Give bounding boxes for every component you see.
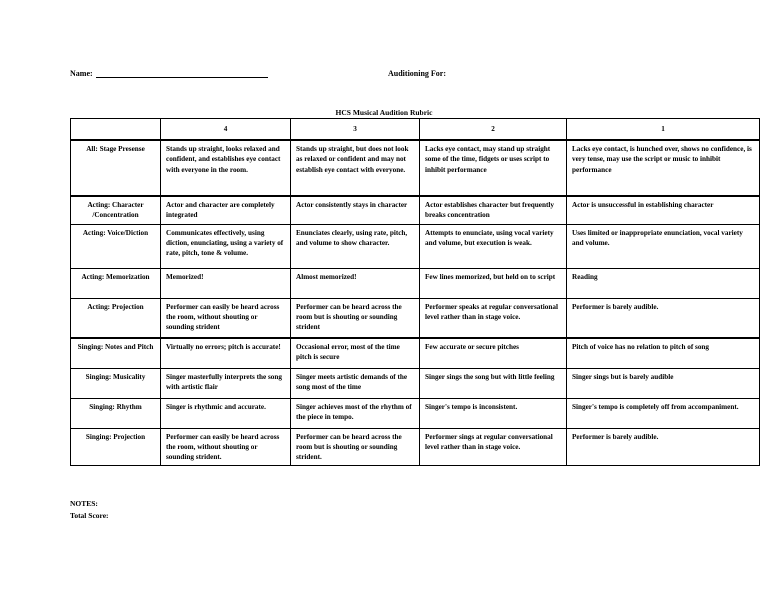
- criterion-cell: Singing: Musicality: [71, 368, 161, 398]
- criterion-cell: All: Stage Presense: [71, 140, 161, 196]
- table-row: [71, 428, 760, 465]
- rubric-cell: Actor consistently stays in character: [291, 196, 420, 224]
- form-header: [70, 69, 710, 83]
- rubric-cell: Singer sings the song but with little feeling: [420, 368, 567, 398]
- rubric-cell: Performer is barely audible.: [567, 298, 760, 338]
- rubric-cell: Performer can be heard across the room but is shouting or sounding strident.: [291, 428, 420, 465]
- rubric-cell: Almost memorized!: [291, 268, 420, 298]
- rubric-cell: Enunciates clearly, using rate, pitch, and volume to show character.: [291, 224, 420, 268]
- rubric-cell: Actor and character are completely integrated: [161, 196, 291, 224]
- notes-section: [70, 498, 109, 521]
- rubric-cell: Memorized!: [161, 268, 291, 298]
- rubric-cell: Lacks eye contact, is hunched over, shows no confidence, is very tense, may use the script or music to inhibit performance: [567, 140, 760, 196]
- auditioning-for-label: Auditioning For:: [388, 69, 447, 78]
- criterion-cell: Acting: Character /Concentration: [71, 196, 161, 224]
- name-label: Name:: [70, 69, 93, 78]
- table-row: [71, 268, 760, 298]
- column-header: 4: [161, 119, 291, 141]
- column-header: 2: [420, 119, 567, 141]
- rubric-title: HCS Musical Audition Rubric: [335, 108, 433, 117]
- rubric-cell: Singer meets artistic demands of the song most of the time: [291, 368, 420, 398]
- criterion-cell: Acting: Memorization: [71, 268, 161, 298]
- rubric-cell: Few accurate or secure pitches: [420, 338, 567, 368]
- rubric-cell: Lacks eye contact, may stand up straight some of the time, fidgets or uses script to inhibit performance: [420, 140, 567, 196]
- criterion-cell: Singing: Projection: [71, 428, 161, 465]
- rubric-cell: Reading: [567, 268, 760, 298]
- criterion-cell: Singing: Notes and Pitch: [71, 338, 161, 368]
- column-header: 1: [567, 119, 760, 141]
- rubric-cell: Attempts to enunciate, using vocal variety and volume, but execution is weak.: [420, 224, 567, 268]
- rubric-cell: Singer is rhythmic and accurate.: [161, 398, 291, 428]
- rubric-cell: Occasional error, most of the time pitch is secure: [291, 338, 420, 368]
- rubric-cell: Stands up straight, but does not look as relaxed or confident and may not establish eye contact with everyone.: [291, 140, 420, 196]
- rubric-cell: Virtually no errors; pitch is accurate!: [161, 338, 291, 368]
- rubric-cell: Performer speaks at regular conversational level rather than in stage voice.: [420, 298, 567, 338]
- table-row: [71, 338, 760, 368]
- name-field: [70, 69, 268, 78]
- rubric-cell: Few lines memorized, but held on to script: [420, 268, 567, 298]
- table-row: [71, 298, 760, 338]
- criterion-cell: Acting: Projection: [71, 298, 161, 338]
- column-header: 3: [291, 119, 420, 141]
- rubric-cell: Pitch of voice has no relation to pitch of song: [567, 338, 760, 368]
- rubric-cell: Performer can be heard across the room but is shouting or sounding strident: [291, 298, 420, 338]
- criterion-cell: Singing: Rhythm: [71, 398, 161, 428]
- table-row: [71, 140, 760, 196]
- table-row: [71, 196, 760, 224]
- rubric-cell: Singer masterfully interprets the song with artistic flair: [161, 368, 291, 398]
- rubric-cell: Singer's tempo is completely off from accompaniment.: [567, 398, 760, 428]
- rubric-cell: Performer can easily be heard across the room, without shouting or sounding strident: [161, 298, 291, 338]
- rubric-cell: Performer can easily be heard across the room, without shouting or sounding strident.: [161, 428, 291, 465]
- total-score-label: Total Score:: [70, 510, 109, 520]
- rubric-cell: Performer is barely audible.: [567, 428, 760, 465]
- rubric-cell: Performer sings at regular conversational level rather than in stage voice.: [420, 428, 567, 465]
- rubric-table: [70, 118, 760, 466]
- notes-label: NOTES:: [70, 499, 98, 508]
- name-blank-line: [96, 69, 268, 78]
- rubric-cell: Actor is unsuccessful in establishing character: [567, 196, 760, 224]
- table-row: [71, 398, 760, 428]
- table-row: [71, 224, 760, 268]
- column-header: [71, 119, 161, 141]
- table-row: [71, 368, 760, 398]
- rubric-cell: Actor establishes character but frequently breaks concentration: [420, 196, 567, 224]
- rubric-cell: Uses limited or inappropriate enunciation, vocal variety and volume.: [567, 224, 760, 268]
- rubric-cell: Singer's tempo is inconsistent.: [420, 398, 567, 428]
- score-header-row: [71, 119, 760, 141]
- rubric-cell: Singer achieves most of the rhythm of the piece in tempo.: [291, 398, 420, 428]
- rubric-cell: Singer sings but is barely audible: [567, 368, 760, 398]
- rubric-cell: Stands up straight, looks relaxed and confident, and establishes eye contact with everyone in the room.: [161, 140, 291, 196]
- rubric-cell: Communicates effectively, using diction, enunciating, using a variety of rate, pitch, tone & volume.: [161, 224, 291, 268]
- criterion-cell: Acting: Voice/Diction: [71, 224, 161, 268]
